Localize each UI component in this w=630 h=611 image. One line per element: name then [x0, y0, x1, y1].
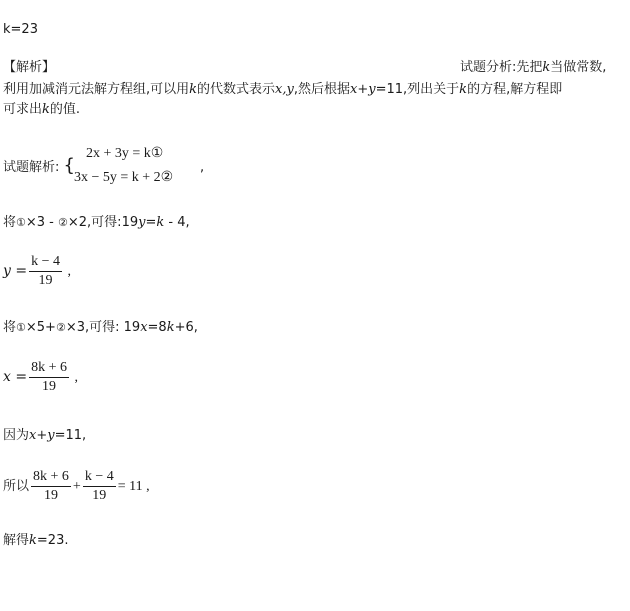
so-expression: 所以 $\frac{8k + 6}{19}$ + $\frac{k - 4}{19}$ = 11 ,: [3, 469, 150, 504]
analysis-line-2: 利用加减消元法解方程组,可以用k的代数式表示x,y,然后根据x+y=11,列出关于k的方程,解方程即: [3, 82, 563, 97]
step2-line: 将①×5+②×3,可得: 19x=8k+6,: [3, 320, 198, 335]
so-fraction-2: $\frac{k - 4}{19}$: [84, 469, 114, 504]
system-brace: {: [63, 155, 75, 176]
analysis-line-3: 可求出k的值.: [3, 102, 81, 117]
answer-text: k=23: [3, 22, 38, 37]
system-comma: ,: [200, 160, 205, 175]
solution-label: 试题解析: {: [3, 155, 75, 176]
system-eq2: 3x − 5y = k + 2②: [74, 170, 174, 185]
y-fraction: $\frac{k - 4}{19}$: [31, 254, 60, 289]
system-eq1: 2x + 3y = k①: [86, 146, 164, 161]
step1-line: 将①×3 - ②×2,可得:19y=k - 4,: [3, 215, 190, 230]
analysis-heading: 【解析】: [3, 60, 56, 75]
answer-line: [3, 22, 38, 38]
y-expression: y = $\frac{k - 4}{19}$ ,: [3, 254, 71, 289]
x-fraction: $\frac{8k + 6}{19}$: [31, 360, 67, 395]
because-line: 因为x+y=11,: [3, 428, 87, 443]
x-expression: x = $\frac{8k + 6}{19}$ ,: [3, 360, 78, 395]
analysis-line-1: 试题分析:先把k当做常数,: [460, 60, 607, 75]
so-fraction-1: $\frac{8k + 6}{19}$: [33, 469, 69, 504]
result-line: 解得k=23.: [3, 533, 69, 548]
